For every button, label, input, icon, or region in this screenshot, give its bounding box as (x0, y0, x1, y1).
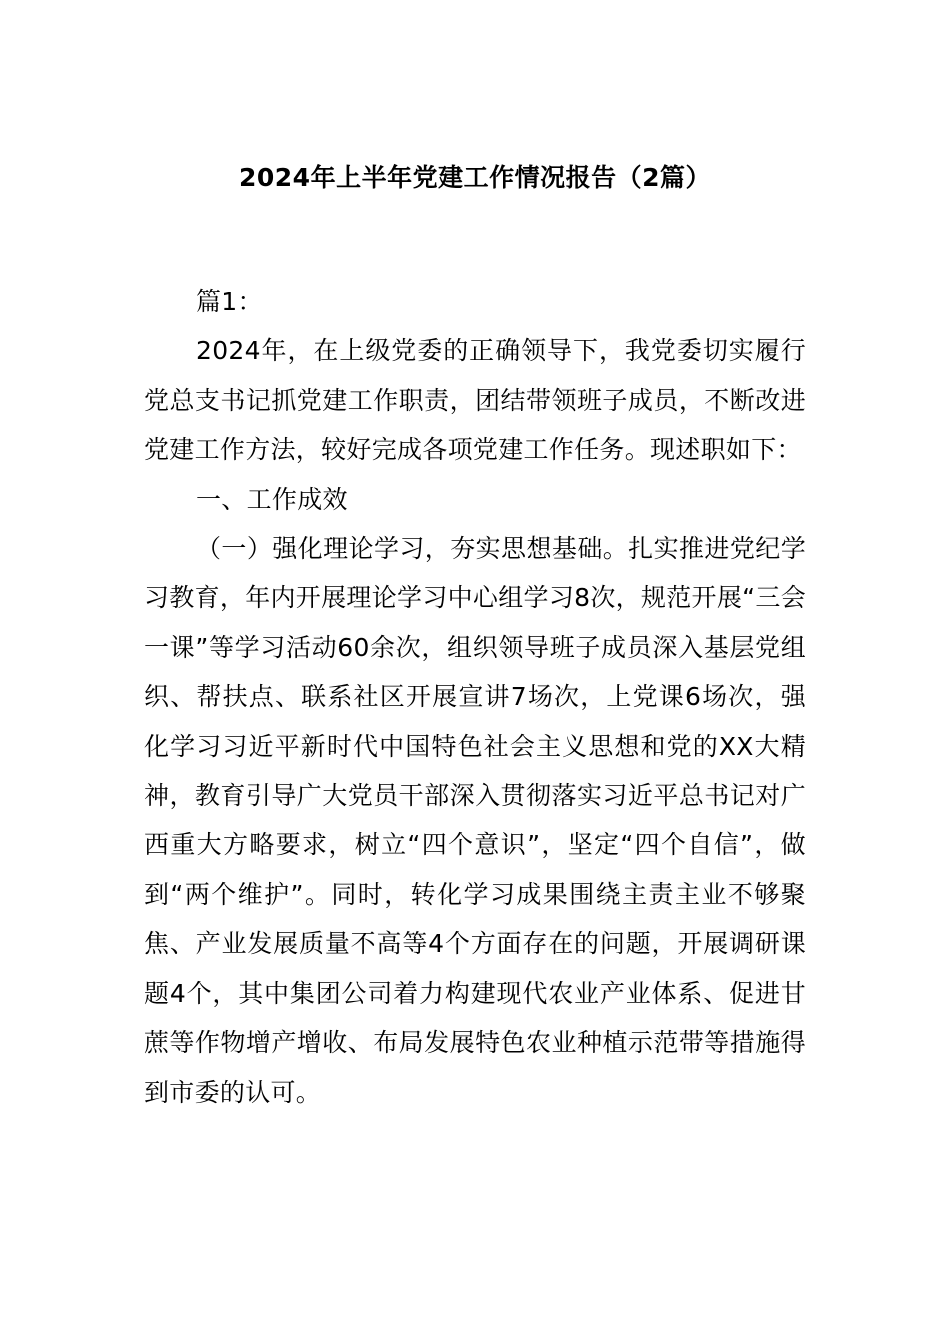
paragraph-theory-study: （一）强化理论学习，夯实思想基础。扎实推进党纪学习教育，年内开展理论学习中心组学习8次，规范开展“三会一课”等学习活动60余次，组织领导班子成员深入基层党组织、帮扶点、联系社区开展宣讲7场次，上党课6场次，强化学习习近平新时代中国特色社会主义思想和党的XX大精神，教育引导广大党员干部深入贯彻落实习近平总书记对广西重大方略要求，树立“四个意识”，坚定“四个自信”，做到“两个维护”。同时，转化学习成果围绕主责主业不够聚焦、产业发展质量不高等4个方面存在的问题，开展调研课题4个，其中集团公司着力构建现代农业产业体系、促进甘蔗等作物增产增收、布局发展特色农业种植示范带等措施得到市委的认可。 (144, 534, 806, 1107)
document-title: 2024年上半年党建工作情况报告（2篇） (239, 163, 711, 192)
section-heading-part-1: 篇1： (196, 287, 263, 316)
document-body (144, 277, 806, 1117)
intro-paragraph: 2024年，在上级党委的正确领导下，我党委切实履行党总支书记抓党建工作职责，团结带领班子成员，不断改进党建工作方法，较好完成各项党建工作任务。现述职如下： (144, 336, 806, 465)
section-heading-work-results: 一、工作成效 (196, 484, 348, 514)
